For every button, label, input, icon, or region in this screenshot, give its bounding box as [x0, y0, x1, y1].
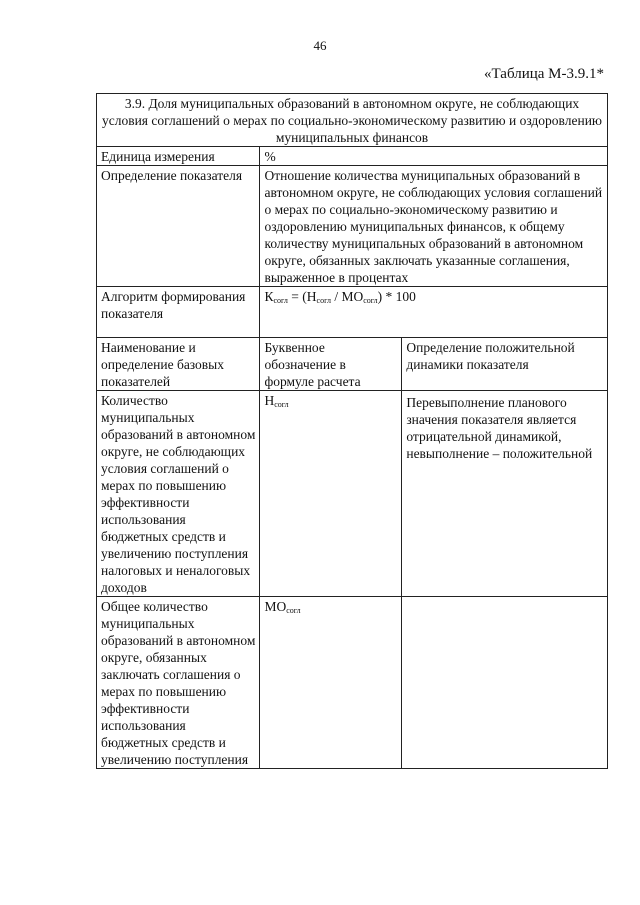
base-row-symbol — [260, 391, 402, 597]
definition-value: Отношение количества муниципальных образований в автономном округе, не соблюдающих условия соглашений о мерах по социально-экономическому развитию и оздоровлению муниципальных финансов, к общему количеству муниципальных образований в автономном округе, обязанных заключать указанные соглашения, выраженное в процентах — [260, 166, 608, 287]
algorithm-label: Алгоритм формирования показателя — [97, 287, 260, 338]
definition-row — [97, 166, 608, 287]
base-row-dynamics: Перевыполнение планового значения показателя является отрицательной динамикой, невыполнение – положительной — [402, 391, 608, 597]
base-row — [97, 391, 608, 597]
formula — [260, 287, 608, 338]
formula-mo-sub: согл — [363, 296, 378, 305]
formula-k-sub: согл — [273, 296, 288, 305]
indicator-title: 3.9. Доля муниципальных образований в автономном округе, не соблюдающих условия соглашений о мерах по социально-экономическому развитию и оздоровлению муниципальных финансов — [97, 94, 608, 147]
formula-eq-open: = (Н — [287, 289, 317, 304]
algorithm-row — [97, 287, 608, 338]
unit-value: % — [260, 147, 608, 166]
definition-label: Определение показателя — [97, 166, 260, 287]
table-reference: «Таблица М-3.9.1* — [484, 66, 604, 82]
symbol-sub: согл — [274, 400, 289, 409]
symbol-sub: согл — [286, 606, 301, 615]
base-row — [97, 597, 608, 769]
title-row — [97, 94, 608, 147]
base-row-dynamics — [402, 597, 608, 769]
base-row-symbol — [260, 597, 402, 769]
formula-n-sub: согл — [316, 296, 331, 305]
unit-row — [97, 147, 608, 166]
formula-slash: / МО — [330, 289, 364, 304]
indicator-table — [96, 93, 608, 769]
base-header-row — [97, 338, 608, 391]
base-row-name: Количество муниципальных образований в автономном округе, не соблюдающих условия соглашений о мерах по повышению эффективности использования бюджетных средств и увеличению поступления налоговых и неналоговых доходов — [97, 391, 260, 597]
page-number: 46 — [313, 38, 327, 53]
base-header-dynamics: Определение положительной динамики показателя — [402, 338, 608, 391]
symbol-letter: МО — [264, 599, 287, 614]
unit-label: Единица измерения — [97, 147, 260, 166]
base-row-name: Общее количество муниципальных образований в автономном округе, обязанных заключать соглашения о мерах по повышению эффективности использования бюджетных средств и увеличению поступления — [97, 597, 260, 769]
formula-k: К — [264, 289, 274, 304]
formula-tail: ) * 100 — [377, 289, 416, 304]
symbol-letter: Н — [264, 393, 275, 408]
base-header-name: Наименование и определение базовых показателей — [97, 338, 260, 391]
base-header-symbol: Буквенное обозначение в формуле расчета — [260, 338, 402, 391]
